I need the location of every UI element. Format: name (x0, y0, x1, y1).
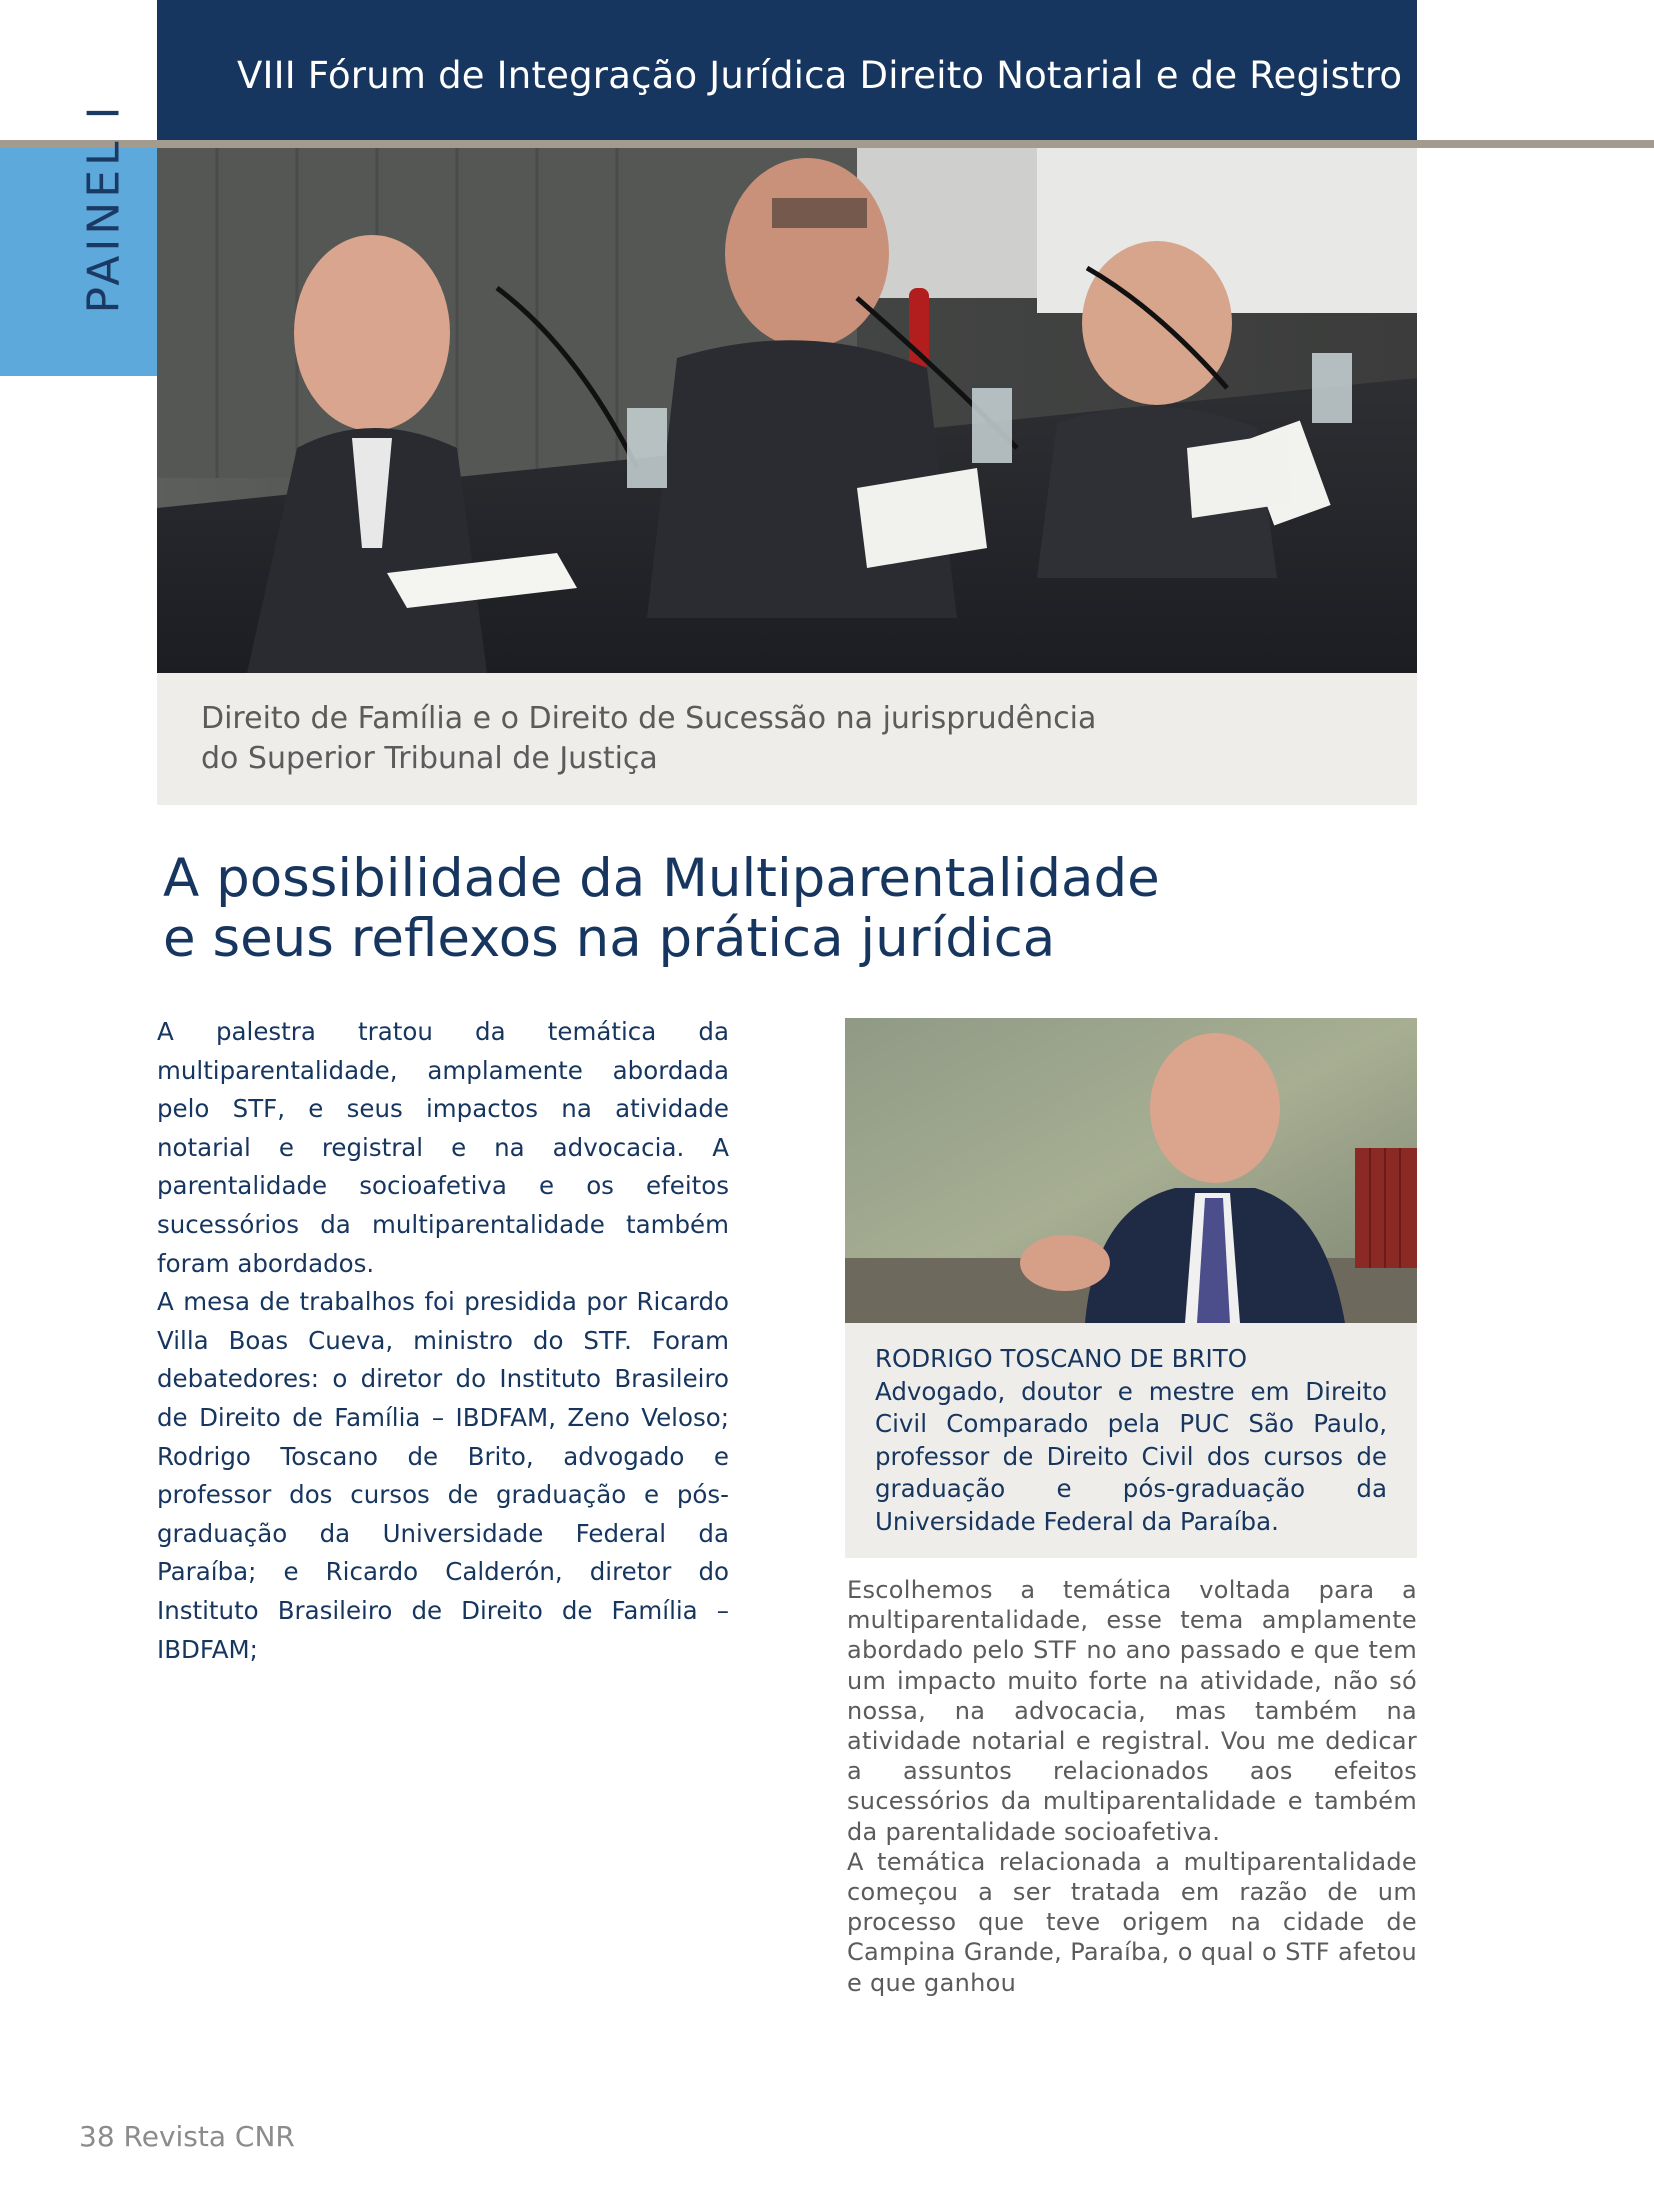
hero-caption-line2: do Superior Tribunal de Justiça (201, 741, 658, 776)
panel-speakers-photo-icon (157, 148, 1417, 673)
speaker-quote-paragraph-2: A temática relacionada a multiparentalidade começou a ser tratada em razão de um processo que teve origem na cidade de Campina Grande, Paraíba, o qual o STF afetou e que ganhou (847, 1847, 1417, 1997)
hero-caption-line1: Direito de Família e o Direito de Sucessão na jurisprudência (201, 701, 1097, 736)
header-title: VIII Fórum de Integração Jurídica Direito Notarial e de Registro (237, 54, 1403, 97)
article-headline-line1: A possibilidade da Multiparentalidade (163, 848, 1160, 909)
article-intro-paragraph-2: A mesa de trabalhos foi presidida por Ricardo Villa Boas Cueva, ministro do STF. Foram debatedores: o diretor do Instituto Brasileiro de Direito de Família – IBDFAM, Zeno Veloso; Rodrigo Toscano de Brito, advogado e professor dos cursos de graduação e pós-graduação da Universidade Federal da Paraíba; e Ricardo Calderón, diretor do Instituto Brasileiro de Direito de Família – IBDFAM; (157, 1287, 729, 1664)
page-footer: 38 Revista CNR (79, 2120, 295, 2153)
hero-photo (157, 148, 1417, 673)
speaker-bio: Advogado, doutor e mestre em Direito Civil Comparado pela PUC São Paulo, professor de Direito Civil dos cursos de graduação e pós-graduação da Universidade Federal da Paraíba. (875, 1376, 1387, 1536)
section-tab-label: PAINEL I (78, 102, 130, 314)
article-headline-line2: e seus reflexos na prática jurídica (163, 908, 1056, 969)
header-bar (157, 0, 1417, 140)
speaker-quote (847, 1575, 1417, 1998)
speaker-portrait (845, 1018, 1417, 1323)
speaker-quote-paragraph-1: Escolhemos a temática voltada para a multiparentalidade, esse tema amplamente abordado pelo STF no ano passado e que tem um impacto muito forte na atividade, não só nossa, na advocacia, mas também na atividade notarial e registral. Vou me dedicar a assuntos relacionados aos efeitos sucessórios da multiparentalidade e também da parentalidade socioafetiva. (847, 1576, 1417, 1846)
speaker-portrait-photo-icon (845, 1018, 1417, 1323)
hero-caption-box (157, 673, 1417, 805)
speaker-bio-box (845, 1323, 1417, 1558)
article-intro (157, 1013, 729, 1669)
speaker-name: RODRIGO TOSCANO DE BRITO (875, 1344, 1247, 1373)
header-rule (0, 140, 1654, 148)
article-intro-paragraph-1: A palestra tratou da temática da multiparentalidade, amplamente abordada pelo STF, e seus impactos na atividade notarial e registral e na advocacia. A parentalidade socioafetiva e os efeitos sucessórios da multiparentalidade também foram abordados. (157, 1017, 729, 1278)
speaker-bio-content (875, 1343, 1387, 1538)
